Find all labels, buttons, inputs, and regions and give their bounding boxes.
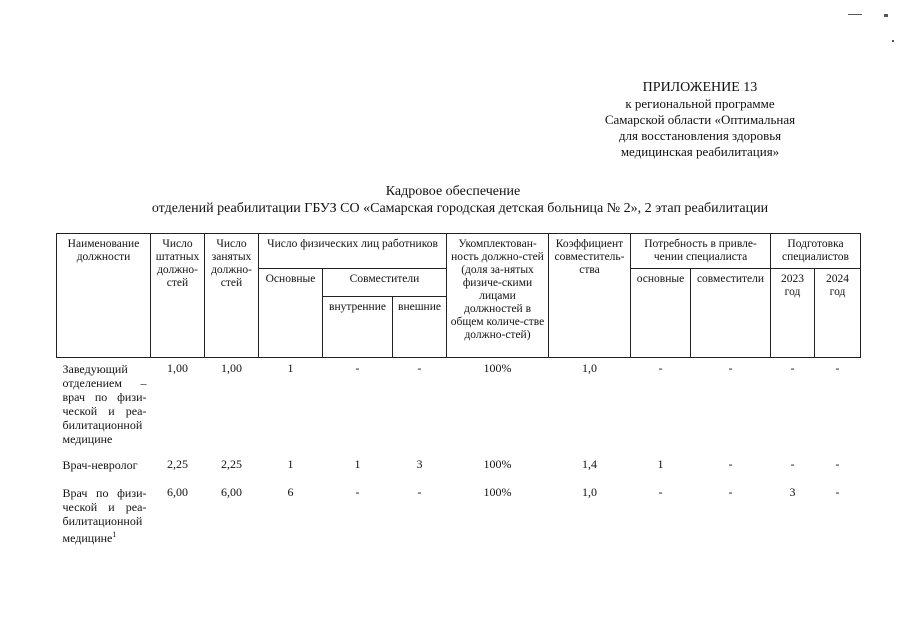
- header-need-main: основные: [631, 269, 691, 358]
- cell-occupied: 6,00: [221, 485, 242, 499]
- cell-staffing: 100%: [483, 485, 512, 499]
- document-title-line2: отделений реабилитации ГБУЗ СО «Самарская городская детская больница № 2», 2 этап реабилитации: [151, 201, 769, 216]
- header-external: внешние: [393, 297, 447, 358]
- scan-mark: [892, 40, 894, 42]
- cell-main: 1: [287, 457, 294, 471]
- cell-internal: -: [355, 361, 360, 375]
- document-title: [0, 183, 906, 217]
- table-row: [57, 458, 861, 486]
- scan-mark: [884, 14, 888, 17]
- appendix-line: к региональной программе: [625, 96, 775, 111]
- scan-mark: [848, 14, 862, 15]
- header-training: Подготовка специалистов: [771, 234, 861, 269]
- header-occupied-positions: Число занятых должно-стей: [205, 234, 259, 358]
- cell-need-main: -: [658, 485, 663, 499]
- header-main: Основные: [259, 269, 323, 358]
- table-row: [57, 362, 861, 458]
- cell-need-part: -: [728, 457, 733, 471]
- header-physical-persons: Число физических лиц работников: [259, 234, 447, 269]
- header-year-2023: 2023 год: [771, 269, 815, 358]
- cell-staff: 6,00: [167, 485, 188, 499]
- cell-name-text: Врач по физи-ческой и реа-билитационной медицине: [62, 486, 147, 545]
- header-position: Наименование должности: [57, 234, 151, 358]
- cell-2023: -: [790, 457, 795, 471]
- cell-coefficient: 1,4: [582, 457, 597, 471]
- cell-coefficient: 1,0: [582, 485, 597, 499]
- cell-2023: -: [790, 361, 795, 375]
- header-internal: внутренние: [323, 297, 393, 358]
- cell-occupied: 1,00: [221, 361, 242, 375]
- cell-internal: -: [355, 485, 360, 499]
- cell-2023: 3: [789, 485, 796, 499]
- header-need-part-time: совместители: [691, 269, 771, 358]
- header-coefficient: Коэффициент совместитель-ства: [549, 234, 631, 358]
- cell-coefficient: 1,0: [582, 361, 597, 375]
- footnote-marker: 1: [112, 530, 117, 539]
- appendix-line: для восстановления здоровья: [618, 128, 782, 143]
- cell-external: 3: [416, 457, 423, 471]
- cell-2024: -: [835, 485, 840, 499]
- cell-2024: -: [835, 361, 840, 375]
- cell-name: Заведующий отделением – врач по физи-ческой и реа-билитационной медицине: [62, 362, 147, 446]
- header-need: Потребность в привле-чении специалиста: [631, 234, 771, 269]
- staffing-table: [56, 233, 861, 548]
- header-staffing-level: Укомплектован-ность должно-стей (доля за-нятых физиче-скими лицами должностей в общем количе-стве должно-стей): [447, 234, 549, 358]
- cell-internal: 1: [354, 457, 361, 471]
- appendix-block: [570, 80, 830, 160]
- appendix-line: Самарской области «Оптимальная: [604, 112, 796, 127]
- cell-name: [57, 486, 151, 548]
- cell-2024: -: [835, 457, 840, 471]
- cell-staffing: 100%: [483, 457, 512, 471]
- appendix-title: ПРИЛОЖЕНИЕ 13: [642, 80, 758, 95]
- cell-staff: 2,25: [167, 457, 188, 471]
- appendix-line: медицинская реабилитация»: [620, 144, 780, 159]
- cell-need-part: -: [728, 361, 733, 375]
- cell-main: 1: [287, 361, 294, 375]
- cell-name: Врач-невролог: [62, 458, 138, 472]
- cell-external: -: [417, 361, 422, 375]
- table-row: [57, 486, 861, 548]
- header-part-time: Совместители: [323, 269, 447, 297]
- header-staff-positions: Число штатных должно-стей: [151, 234, 205, 358]
- document-title-line1: Кадровое обеспечение: [385, 184, 521, 199]
- cell-external: -: [417, 485, 422, 499]
- cell-main: 6: [287, 485, 294, 499]
- header-year-2024: 2024 год: [815, 269, 861, 358]
- cell-staff: 1,00: [167, 361, 188, 375]
- cell-staffing: 100%: [483, 361, 512, 375]
- cell-need-part: -: [728, 485, 733, 499]
- cell-need-main: -: [658, 361, 663, 375]
- cell-occupied: 2,25: [221, 457, 242, 471]
- cell-need-main: 1: [657, 457, 664, 471]
